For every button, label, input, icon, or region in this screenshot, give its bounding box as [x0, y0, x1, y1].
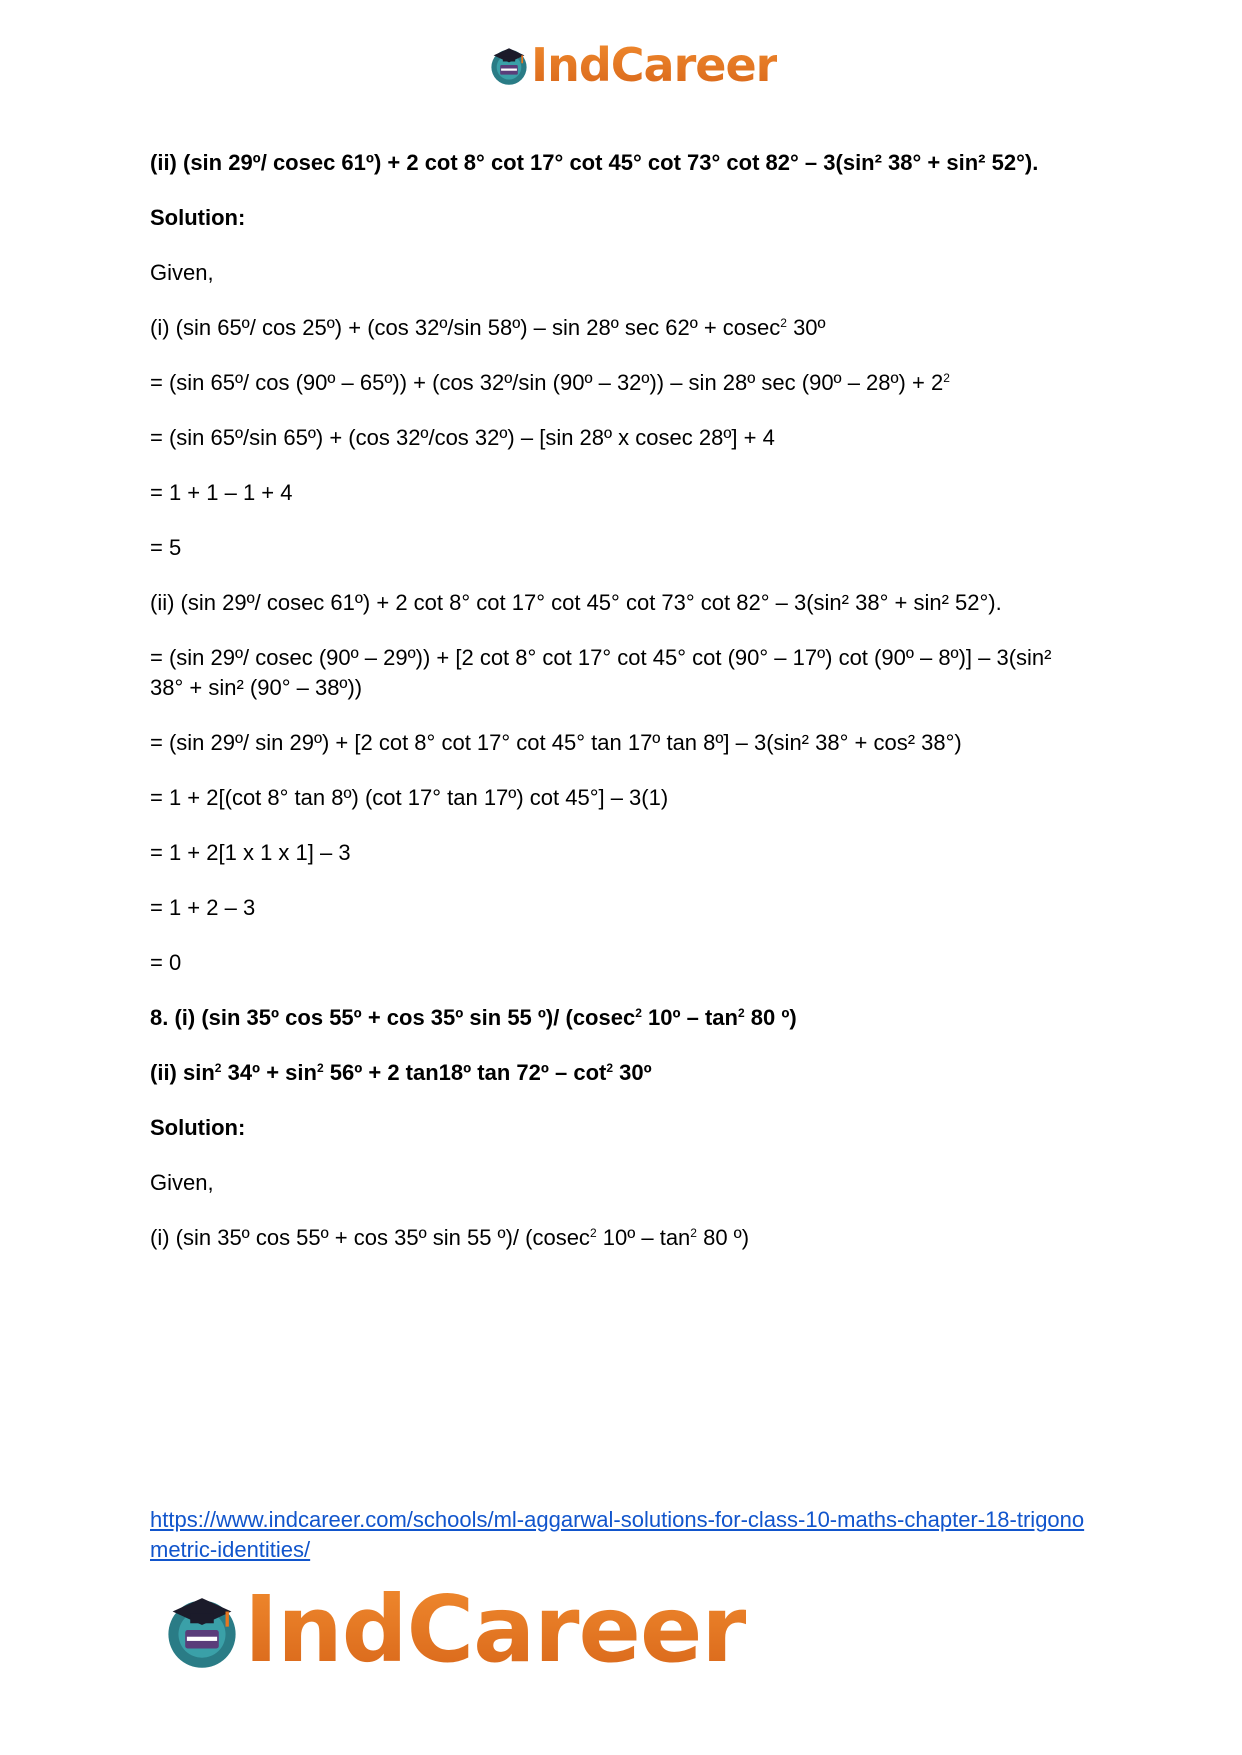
step-line: = (sin 29º/ cosec (90º – 29º)) + [2 cot 8° cot 17° cot 45° cot (90° – 17º) cot (90º – 8º)] – 3(sin² 38° + sin² (90° – 38º)) — [150, 645, 1052, 700]
question-8-i: 8. (i) (sin 35º cos 55º + cos 35º sin 55 º)/ (cosec$^2$ 10º – $\tan^2 80$ º) — [150, 1005, 797, 1030]
step-line: = 1 + 2 – 3 — [150, 895, 256, 920]
given-label: Given, — [150, 260, 214, 285]
graduation-globe-icon — [487, 43, 531, 87]
solution-heading: Solution: — [150, 205, 246, 230]
step-line: = (sin 65º/ cos (90º – 65º)) + (cos 32º/sin (90º – 32º)) – sin 28º sec (90º – 28º) + $2^2$ — [150, 370, 950, 395]
step-line: = (sin 29º/ sin 29º) + [2 cot 8° cot 17° cot 45° tan 17º tan 8º] – 3(sin² 38° + cos² 38°) — [150, 730, 962, 755]
step-line: = 0 — [150, 950, 182, 975]
step-line: = 5 — [150, 535, 182, 560]
step-line: (ii) (sin 29º/ cosec 61º) + 2 cot 8° cot 17° cot 45° cot 73° cot 82° – 3(sin² 38° + sin² 52°). — [150, 590, 1002, 615]
solution-heading: Solution: — [150, 1115, 246, 1140]
step-line: (i) (sin 65º/ cos 25º) + (cos 32º/sin 58º) – sin 28º sec 62º + cosec$^2$ 30º — [150, 315, 826, 340]
step-line: = (sin 65º/sin 65º) + (cos 32º/cos 32º) – [sin 28º x cosec 28º] + 4 — [150, 425, 775, 450]
given-label: Given, — [150, 1170, 214, 1195]
footer-logo — [160, 1578, 746, 1682]
brand-wordmark: IndCareer — [531, 38, 778, 92]
header-logo — [487, 38, 777, 92]
brand-wordmark: IndCareer — [244, 1576, 746, 1683]
step-line: = 1 + 2[(cot 8° tan 8º) (cot 17° tan 17º) cot 45°] – 3(1) — [150, 785, 669, 810]
question-8-ii: (ii) $\sin^2$ 34º + $\sin^2$ 56º + 2 tan18º tan 72º – $\cot^2$ 30º — [150, 1060, 652, 1085]
source-link[interactable]: https://www.indcareer.com/schools/ml-aggarwal-solutions-for-class-10-maths-chapter-18-trigonometric-identities/ — [150, 1507, 1085, 1562]
step-line: = 1 + 1 – 1 + 4 — [150, 480, 293, 505]
question-7-ii: (ii) (sin 29º/ cosec 61º) + 2 cot 8° cot 17° cot 45° cot 73° cot 82° – 3(sin² 38° + sin² 52°). — [150, 150, 1039, 175]
step-line: = 1 + 2[1 x 1 x 1] – 3 — [150, 840, 351, 865]
graduation-globe-icon — [160, 1588, 244, 1672]
step-line: (i) (sin 35º cos 55º + cos 35º sin 55 º)/ (cosec$^2$ 10º – $\tan^2 80$ º) — [150, 1225, 750, 1250]
